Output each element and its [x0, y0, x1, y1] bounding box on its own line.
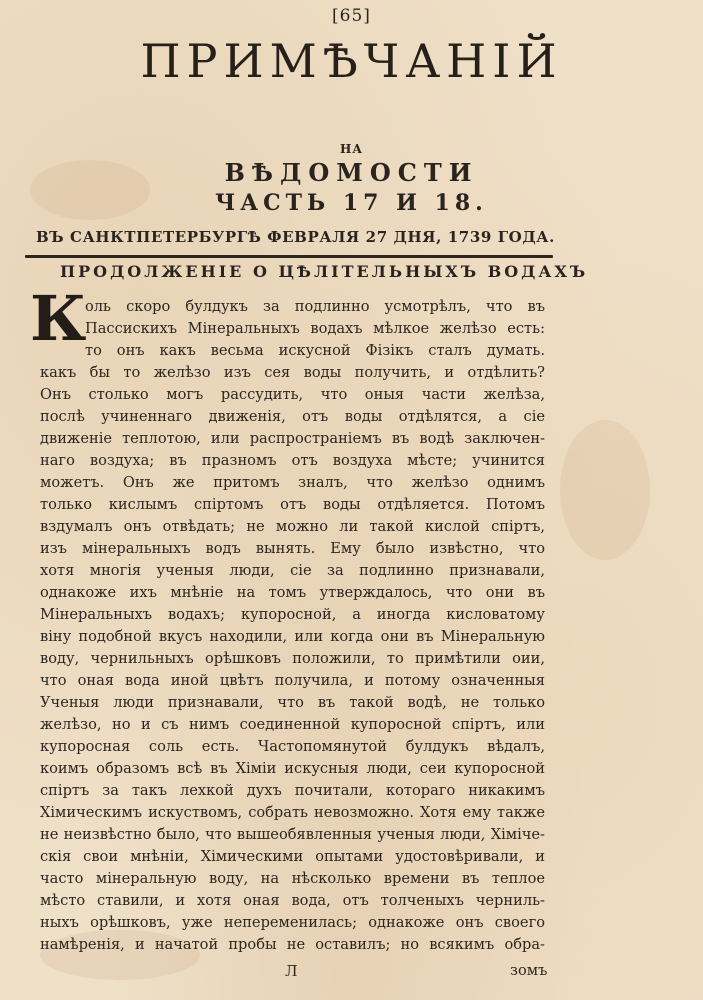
- text-line: какъ бы то желѣзо изъ сея воды получить, и отдѣлить?: [40, 364, 545, 381]
- paper-stain: [560, 420, 650, 560]
- signature-mark: Л: [285, 962, 298, 980]
- page-number: [65]: [332, 6, 371, 26]
- text-line: Хімическимъ искуствомъ, собрать невозможно. Хотя ему также: [40, 804, 545, 821]
- text-line: можетъ. Онъ же притомъ зналъ, что желѣзо однимъ: [40, 474, 545, 491]
- text-line: воду, чернильныхъ орѣшковъ положили, то примѣтили оии,: [40, 650, 545, 667]
- text-line: Ученыя люди признавали, что въ такой водѣ, не только: [40, 694, 545, 711]
- text-line: оль скоро булдукъ за подлинно усмотрѣлъ, что въ: [85, 298, 545, 315]
- text-line: мѣсто ставили, и хотя оная вода, отъ толченыхъ черниль-: [40, 892, 545, 909]
- text-line: ныхъ орѣшковъ, уже непеременилась; однакоже онъ своего: [40, 914, 545, 931]
- text-line: вздумалъ онъ отвѣдать; не можно ли такой кислой спіртъ,: [40, 518, 545, 535]
- text-line: движеніе теплотою, или распространіемъ въ водѣ заключен-: [40, 430, 545, 447]
- drop-cap: К: [30, 282, 87, 355]
- subtitle-preposition: НА: [339, 142, 364, 156]
- text-line: намѣренія, и начатой пробы не оставилъ; но всякимъ обра-: [40, 936, 545, 953]
- text-line: изъ мінеральныхъ водъ вынять. Ему было извѣстно, что: [40, 540, 545, 557]
- text-line: віну подобной вкусъ находили, или когда они въ Мінеральную: [40, 628, 545, 645]
- page-title: ПРИМѢЧАНІЙ: [140, 34, 563, 88]
- text-line: послѣ учиненнаго движенія, отъ воды отдѣлятся, а сіе: [40, 408, 545, 425]
- text-line: спіртъ за такъ лехкой духъ почитали, котораго никакимъ: [40, 782, 545, 799]
- text-line: Мінеральныхъ водахъ; купоросной, а иногда кисловатому: [40, 606, 545, 623]
- dateline: ВЪ САНКТПЕТЕРБУРГѢ ФЕВРАЛЯ 27 ДНЯ, 1739 ГОДА.: [36, 228, 555, 246]
- text-line: коимъ образомъ всѣ въ Хіміи искусныя люди, сеи купоросной: [40, 760, 545, 777]
- section-heading: ПРОДОЛЖЕНІЕ О ЦѢЛІТЕЛЬНЫХЪ ВОДАХЪ: [60, 262, 589, 281]
- text-line: однакоже ихъ мнѣніе на томъ утверждалось, что они въ: [40, 584, 545, 601]
- catchword: зомъ: [510, 962, 548, 979]
- text-line: не неизвѣстно было, что вышеобявленныя ученыя люди, Хіміче-: [40, 826, 545, 843]
- text-line: скія свои мнѣніи, Хімическими опытами удостовѣривали, и: [40, 848, 545, 865]
- subtitle: ВѢДОМОСТИ: [224, 158, 479, 187]
- text-line: только кислымъ спіртомъ отъ воды отдѣляется. Потомъ: [40, 496, 545, 513]
- text-line: Онъ столько могъ рассудить, что оныя части желѣза,: [40, 386, 545, 403]
- header-rule: [25, 255, 553, 258]
- text-line: то онъ какъ весьма искусной Фізікъ сталъ думать.: [85, 342, 545, 359]
- text-line: купоросная соль есть. Частопомянутой булдукъ вѣдалъ,: [40, 738, 545, 755]
- text-line: Пассискихъ Мінеральныхъ водахъ мѣлкое желѣзо есть:: [85, 320, 545, 337]
- text-line: часто мінеральную воду, на нѣсколько времени въ теплое: [40, 870, 545, 887]
- part-number: ЧАСТЬ 17 И 18.: [215, 190, 488, 216]
- text-line: наго воздуха; въ празномъ отъ воздуха мѣсте; учинится: [40, 452, 545, 469]
- text-line: желѣзо, но и съ нимъ соединенной купоросной спіртъ, или: [40, 716, 545, 733]
- text-line: что оная вода иной цвѣтъ получила, и потому означенныя: [40, 672, 545, 689]
- text-line: хотя многія ученыя люди, сіе за подлинно признавали,: [40, 562, 545, 579]
